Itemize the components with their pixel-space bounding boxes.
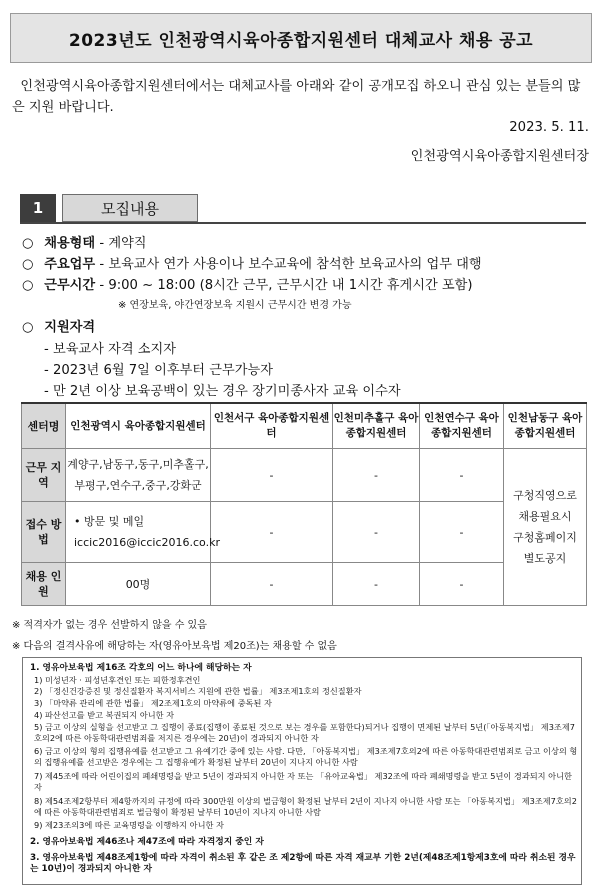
- dash-cell: -: [420, 563, 504, 606]
- table-row: [22, 563, 587, 606]
- page-title: 2023년도 인천광역시육아종합지원센터 대체교사 채용 공고: [10, 13, 592, 63]
- area-line: 부평구,연수구,중구,강화군: [74, 479, 202, 492]
- intro-text: 인천광역시육아종합지원센터에서는 대체교사를 아래와 같이 공개모집 하오니 관심 있는 분들의 많은 지원 바랍니다.: [12, 79, 581, 115]
- note-no-candidate: ※ 적격자가 없는 경우 선발하지 않을 수 있음: [12, 620, 207, 631]
- note-disqualification: ※ 다음의 결격사유에 해당하는 자(영유아보육법 제20조)는 채용할 수 없음: [12, 641, 337, 652]
- namdong-line: 채용필요시: [518, 510, 572, 523]
- organization-name: 인천광역시육아종합지원센터장: [410, 149, 589, 164]
- table-header-row: [22, 403, 587, 449]
- disq-heading-3: 3. 영유아보육법 제48조제1항에 따라 자격이 취소된 후 같은 조 제2항에 따른 자격 재교부 기한 2년(제48조제1항제3호에 따라 취소된 경우는 10년)이 경과되지 아니한 자: [30, 853, 576, 874]
- table-header: 인천미추홀구 육아종합지원센터: [333, 403, 420, 449]
- dash-cell: -: [420, 449, 504, 502]
- announcement-date: 2023. 5. 11.: [509, 120, 589, 135]
- section-divider: [20, 222, 586, 224]
- row-head-headcount: 채용 인원: [22, 563, 66, 606]
- namdong-line: 구청홈페이지: [513, 531, 577, 544]
- apply-email: iccic2016@iccic2016.co.kr: [74, 536, 220, 549]
- row-head-apply: 접수 방법: [22, 502, 66, 563]
- table-header: 인천서구 육아종합지원센터: [211, 403, 333, 449]
- namdong-cell: [504, 449, 587, 606]
- disq-item: 4) 파산선고를 받고 복권되지 아니한 자: [34, 710, 175, 720]
- table-header: 인천광역시 육아종합지원센터: [66, 403, 211, 449]
- disq-item: 5) 금고 이상의 실형을 선고받고 그 집행이 종료(집행이 종료된 것으로 보는 경우를 포함한다)되거나 집행이 면제된 날부터 5년(「아동복지법」 제3조제7호의2에 따른 아동학대관련범죄를 저지른 경우에는 20년)이 경과되지 아니한 자: [34, 722, 575, 743]
- apply-cell: [66, 502, 220, 563]
- dash-cell: -: [333, 449, 420, 502]
- disq-item: 3) 「마약류 관리에 관한 법률」 제2조제1호의 마약류에 중독된 자: [34, 698, 272, 708]
- section-title: 모집내용: [62, 194, 198, 222]
- circle-bullet-icon: ○: [22, 320, 34, 335]
- namdong-line: 구청직영으로: [513, 489, 577, 502]
- section-number: 1: [20, 194, 56, 222]
- table-header: 인천남동구 육아종합지원센터: [504, 403, 587, 449]
- dash-cell: -: [211, 502, 333, 563]
- circle-bullet-icon: ○: [22, 236, 34, 251]
- qualification-item: - 만 2년 이상 보육공백이 있는 경우 장기미종사자 교육 이수자: [44, 384, 401, 399]
- area-cell: [66, 449, 211, 502]
- dash-cell: -: [211, 449, 333, 502]
- disq-item: 6) 금고 이상의 형의 집행유예를 선고받고 그 유예기간 중에 있는 사람. 다만, 「아동복지법」 제3조제7호의2에 따른 아동학대관련범죄로 금고 이상의 형의 집행유예를 선고받은 경우에는 그 집행유예가 확정된 날부터 20년이 지나지 아니한 사람: [34, 746, 578, 767]
- circle-bullet-icon: ○: [22, 278, 34, 293]
- dash-cell: -: [333, 563, 420, 606]
- disq-item: 1) 미성년자 · 피성년후견인 또는 피한정후견인: [34, 675, 201, 685]
- disq-item: 9) 제23조의3에 따른 교육명령을 이행하지 아니한 자: [34, 820, 224, 830]
- table-row: [22, 502, 587, 563]
- disq-item: 2) 「정신건강증진 및 정신질환자 복지서비스 지원에 관한 법률」 제3조제1호의 정신질환자: [34, 686, 362, 696]
- circle-bullet-icon: ○: [22, 257, 34, 272]
- table-row: [22, 449, 587, 502]
- apply-method: • 방문 및 메일: [74, 515, 145, 528]
- dash-cell: -: [333, 502, 420, 563]
- dash-cell: -: [420, 502, 504, 563]
- disq-item: 8) 제54조제2항부터 제4항까지의 규정에 따라 300만원 이상의 벌금형이 확정된 날부터 2년이 지나지 아니한 사람 또는 「아동복지법」 제3조제7호의2에 따른 아동학대관련범죄로 벌금형이 확정된 날부터 10년이 지나지 아니한 사람: [34, 796, 577, 817]
- item-duty: ○ 주요업무 - 보육교사 연가 사용이나 보수교육에 참석한 보육교사의 업무 대행: [22, 257, 482, 272]
- area-line: 계양구,남동구,동구,미추홀구,: [67, 458, 209, 471]
- headcount-cell: 00명: [66, 563, 211, 606]
- disq-heading-2: 2. 영유아보육법 제46조나 제47조에 따라 자격정지 중인 자: [30, 837, 264, 847]
- item-qualification: ○ 지원자격: [22, 320, 96, 335]
- row-head-area: 근무 지역: [22, 449, 66, 502]
- qualification-item: - 보육교사 자격 소지자: [44, 342, 176, 357]
- dash-cell: -: [211, 563, 333, 606]
- table-header: 인천연수구 육아종합지원센터: [420, 403, 504, 449]
- item-hours: ○ 근무시간 - 9:00 ~ 18:00 (8시간 근무, 근무시간 내 1시간 휴게시간 포함): [22, 278, 473, 293]
- qualification-item: - 2023년 6월 7일 이후부터 근무가능자: [44, 363, 273, 378]
- table-header: 센터명: [22, 403, 66, 449]
- disq-heading-1: 1. 영유아보육법 제16조 각호의 어느 하나에 해당하는 자: [30, 663, 252, 673]
- hours-note: ※ 연장보육, 야간연장보육 지원시 근무시간 변경 가능: [118, 300, 352, 311]
- namdong-line: 별도공지: [523, 552, 567, 565]
- item-employment: ○ 채용형태 - 계약직: [22, 236, 147, 251]
- recruitment-table: [21, 402, 587, 606]
- disq-item: 7) 제45조에 따라 어린이집의 폐쇄명령을 받고 5년이 경과되지 아니한 자 또는 「유아교육법」 제32조에 따라 폐쇄명령을 받고 5년이 경과되지 아니한 자: [34, 771, 572, 792]
